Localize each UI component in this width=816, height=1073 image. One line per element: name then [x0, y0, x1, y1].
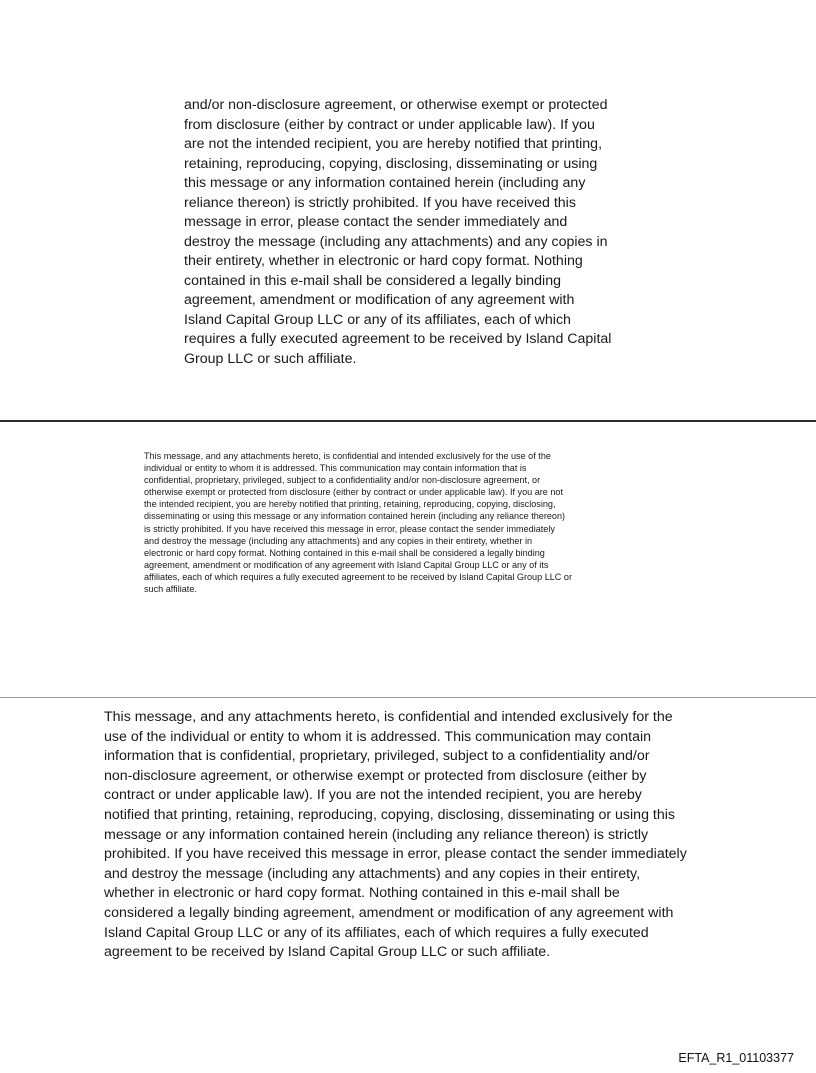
disclaimer-line: agreement to be received by Island Capital Group LLC or such affiliate.: [104, 944, 551, 961]
disclaimer-line: their entirety, whether in electronic or hard copy format. Nothing: [184, 253, 583, 269]
disclaimer-line: and destroy the message (including any attachments) and any copies in their entirety, whether in: [144, 535, 533, 546]
disclaimer-line: individual or entity to whom it is addressed. This communication may contain information that is: [144, 463, 527, 474]
disclaimer-line: contract or under applicable law). If you are not the intended recipient, you are hereby: [104, 787, 642, 804]
disclaimer-line: requires a fully executed agreement to be received by Island Capital: [184, 331, 612, 347]
disclaimer-bottom: [104, 708, 687, 963]
disclaimer-line: use of the individual or entity to whom it is addressed. This communication may contain: [104, 728, 652, 745]
disclaimer-line: message in error, please contact the sender immediately and: [184, 214, 568, 230]
disclaimer-line: are not the intended recipient, you are hereby notified that printing,: [184, 136, 603, 152]
disclaimer-line: and destroy the message (including any attachments) and any copies in their entirety,: [104, 865, 641, 882]
disclaimer-line: affiliates, each of which requires a fully executed agreement to be received by Island Capital Group LLC or: [144, 571, 572, 582]
disclaimer-line: from disclosure (either by contract or under applicable law). If you: [184, 116, 595, 133]
disclaimer-line: destroy the message (including any attachments) and any copies in: [184, 233, 608, 250]
disclaimer-top: [184, 96, 611, 369]
disclaimer-line: this message or any information contained herein (including any: [184, 175, 586, 191]
disclaimer-line: retaining, reproducing, copying, disclosing, disseminating or using: [184, 155, 598, 172]
section-divider-thin: [0, 697, 816, 698]
disclaimer-line: such affiliate.: [144, 584, 197, 595]
disclaimer-line: This message, and any attachments hereto, is confidential and intended exclusively for the use of the: [144, 451, 551, 461]
disclaimer-line: reliance thereon) is strictly prohibited. If you have received this: [184, 194, 576, 211]
disclaimer-line: message or any information contained herein (including any reliance thereon) is strictly: [104, 826, 649, 843]
disclaimer-line: notified that printing, retaining, reproducing, copying, disclosing, disseminating or using this: [104, 806, 675, 823]
disclaimer-line: disseminating or using this message or any information contained herein (including any reliance thereon): [144, 511, 566, 522]
disclaimer-line: Island Capital Group LLC or any of its affiliates, each of which requires a fully executed: [104, 924, 649, 941]
disclaimer-line: agreement, amendment or modification of any agreement with: [184, 292, 575, 308]
disclaimer-line: and/or non-disclosure agreement, or otherwise exempt or protected: [184, 97, 608, 113]
disclaimer-line: contained in this e-mail shall be considered a legally binding: [184, 272, 561, 289]
disclaimer-line: whether in electronic or hard copy format. Nothing contained in this e-mail shall be: [104, 885, 620, 902]
disclaimer-line: information that is confidential, proprietary, privileged, subject to a confidentiality and/or: [104, 748, 650, 765]
disclaimer-line: This message, and any attachments hereto, is confidential and intended exclusively for the: [104, 709, 673, 725]
document-id: EFTA_R1_01103377: [678, 1051, 794, 1065]
disclaimer-line: confidential, proprietary, privileged, subject to a confidentiality and/or non-disclosure agreement, or: [144, 475, 541, 486]
disclaimer-line: non-disclosure agreement, or otherwise exempt or protected from disclosure (either by: [104, 767, 647, 784]
disclaimer-line: Island Capital Group LLC or any of its affiliates, each of which: [184, 311, 571, 328]
disclaimer-line: prohibited. If you have received this message in error, please contact the sender immediately: [104, 846, 687, 863]
disclaimer-line: otherwise exempt or protected from disclosure (either by contract or under applicable law). If you are not: [144, 487, 564, 498]
disclaimer-line: is strictly prohibited. If you have received this message in error, please contact the sender immediately: [144, 523, 555, 534]
section-divider-thick: [0, 420, 816, 422]
disclaimer-line: the intended recipient, you are hereby notified that printing, retaining, reproducing, copying, disclosing,: [144, 499, 556, 510]
disclaimer-line: agreement, amendment or modification of any agreement with Island Capital Group LLC or any of its: [144, 559, 549, 570]
disclaimer-line: Group LLC or such affiliate.: [184, 350, 357, 367]
disclaimer-middle: [144, 450, 572, 595]
disclaimer-line: electronic or hard copy format. Nothing contained in this e-mail shall be considered a legally binding: [144, 547, 545, 558]
disclaimer-line: considered a legally binding agreement, amendment or modification of any agreement with: [104, 904, 674, 921]
